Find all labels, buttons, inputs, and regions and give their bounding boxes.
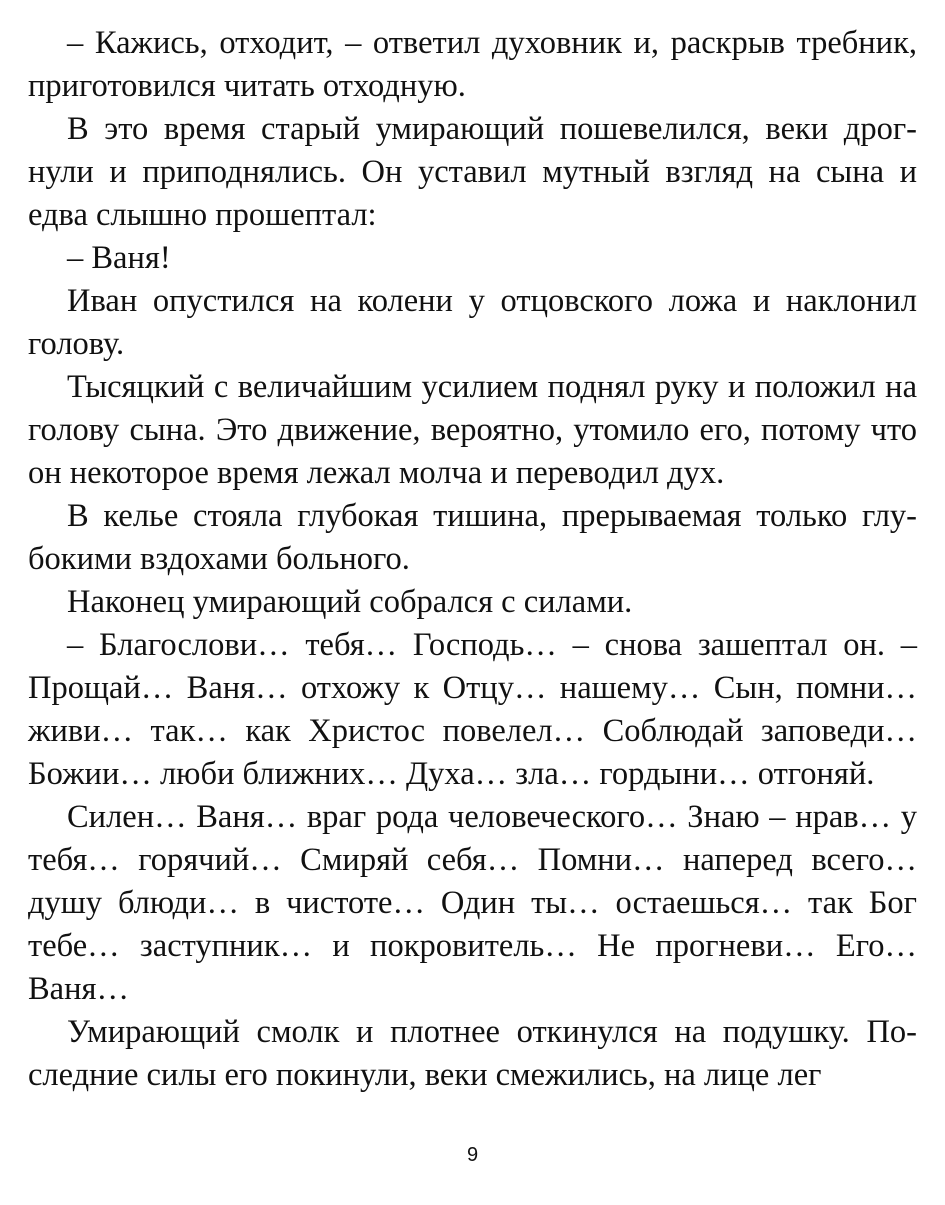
paragraph: В это время старый умирающий пошевелился, веки дрогнули и приподнялись. Он уставил мутный взгляд на сына и едва слышно прошептал: <box>28 111 917 233</box>
paragraph: – Кажись, отходит, – ответил духовник и, раскрыв требник, приготовился читать отходную. <box>28 25 917 104</box>
body-text <box>28 22 917 1097</box>
paragraph: Иван опустился на колени у отцовского ложа и наклонил голову. <box>28 283 917 362</box>
paragraph: Тысяцкий с величайшим усилием поднял руку и положил на голову сына. Это движение, вероятно, утомило его, потому что он некоторое время лежал молча и переводил дух. <box>28 369 917 491</box>
paragraph: Наконец умирающий собрался с силами. <box>67 584 633 620</box>
paragraph: – Благослови… тебя… Господь… – снова зашептал он. – Прощай… Ваня… отхожу к Отцу… нашему… Сын, помни… живи… так… как Христос повелел… Соблюдай заповеди… Божии… люби ближних… Духа… зла… гордыни… отгоняй. <box>28 627 917 792</box>
paragraph: В келье стояла глубокая тишина, прерываемая только глубокими вздохами больного. <box>28 498 917 577</box>
page-number: 9 <box>466 1144 479 1166</box>
paragraph: Силен… Ваня… враг рода человеческого… Знаю – нрав… у тебя… горячий… Смиряй себя… Помни… наперед всего… душу блюди… в чистоте… Один ты… остаешься… так Бог тебе… заступник… и покровитель… Не прогневи… Его… Ваня… <box>28 799 917 1007</box>
paragraph: Умирающий смолк и плотнее откинулся на подушку. Последние силы его покинули, веки смежились, на лице лег <box>28 1014 917 1093</box>
paragraph: – Ваня! <box>67 240 171 276</box>
